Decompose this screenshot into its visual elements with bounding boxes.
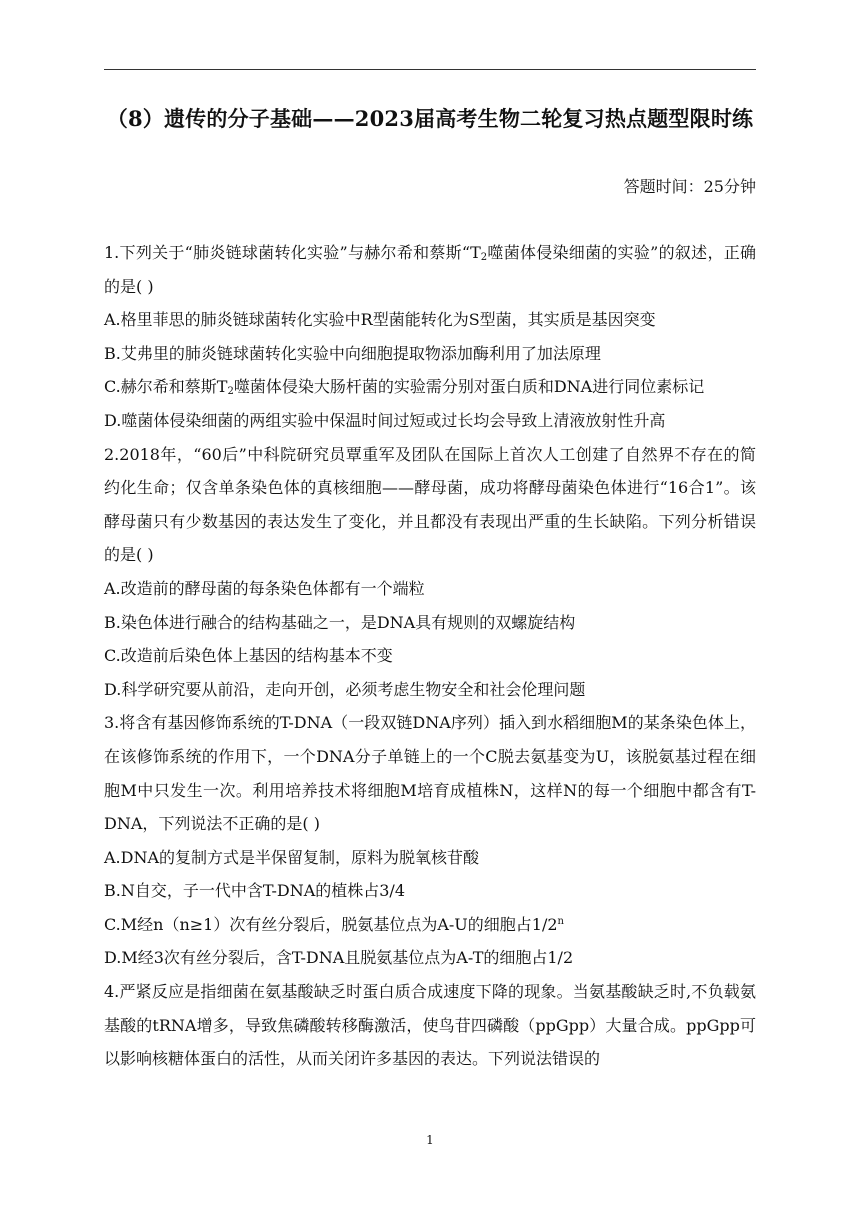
question-2-option-c: C.改造前后染色体上基因的结构基本不变 [104, 646, 393, 666]
question-1-option-a: A.格里菲思的肺炎链球菌转化实验中R型菌能转化为S型菌，其实质是基因突变 [104, 310, 656, 330]
question-4-stem: 4.严紧反应是指细菌在氨基酸缺乏时蛋白质合成速度下降的现象。当氨基酸缺乏时,不负载氨基酸的tRNA增多，导致焦磷酸转移酶激活，使鸟苷四磷酸（ppGpp）大量合成。ppGpp可以影响核糖体蛋白的活性，从而关闭许多基因的表达。下列说法错误的 [104, 982, 756, 1069]
question-1-option-b: B.艾弗里的肺炎链球菌转化实验中向细胞提取物添加酶利用了加法原理 [104, 343, 601, 363]
question-2-option-d: D.科学研究要从前沿，走向开创，必须考虑生物安全和社会伦理问题 [104, 679, 586, 699]
question-3-option-c: C.M经n（n≥1）次有丝分裂后，脱氨基位点为A-U的细胞占1/2$^n$ [104, 914, 564, 934]
question-3-stem: 3.将含有基因修饰系统的T-DNA（一段双链DNA序列）插入到水稻细胞M的某条染色体上，在该修饰系统的作用下，一个DNA分子单链上的一个C脱去氨基变为U，该脱氨基过程在细胞M中只发生一次。利用培养技术将细胞M培育成植株N，这样N的每一个细胞中都含有T-DNA，下列说法不正确的是( ) [104, 713, 756, 834]
question-2-stem: 2.2018年，“60后”中科院研究员覃重军及团队在国际上首次人工创建了自然界不存在的简约化生命；仅含单条染色体的真核细胞——酵母菌，成功将酵母菌染色体进行“16合1”。该酵母菌只有少数基因的表达发生了变化，并且都没有表现出严重的生长缺陷。下列分析错误的是( ) [104, 444, 756, 565]
question-2-option-a: A.改造前的酵母菌的每条染色体都有一个端粒 [104, 578, 425, 598]
question-2-option-b: B.染色体进行融合的结构基础之一，是DNA具有规则的双螺旋结构 [104, 612, 576, 632]
page-title: （8）遗传的分子基础——2023届高考生物二轮复习热点题型限时练 [106, 106, 754, 131]
question-1-option-c: C.赫尔希和蔡斯$T_2$噬菌体侵染大肠杆菌的实验需分别对蛋白质和DNA进行同位素标记 [104, 377, 705, 398]
question-1-option-d: D.噬菌体侵染细菌的两组实验中保温时间过短或过长均会导致上清液放射性升高 [104, 410, 666, 430]
question-3-option-a: A.DNA的复制方式是半保留复制，原料为脱氧核苷酸 [104, 847, 480, 867]
question-list [104, 236, 756, 1076]
question-3-option-b: B.N自交，子一代中含T-DNA的植株占3/4 [104, 881, 405, 901]
header-rule [104, 69, 756, 70]
answer-time: 答题时间：25分钟 [623, 177, 756, 196]
page-number: 1 [426, 1133, 434, 1147]
question-1-stem: 1.下列关于“肺炎链球菌转化实验”与赫尔希和蔡斯“$T_2$噬菌体侵染细菌的实验”的叙述，正确的是( ) [104, 243, 756, 296]
question-3-option-d: D.M经3次有丝分裂后，含T-DNA且脱氨基位点为A-T的细胞占1/2 [104, 948, 574, 968]
